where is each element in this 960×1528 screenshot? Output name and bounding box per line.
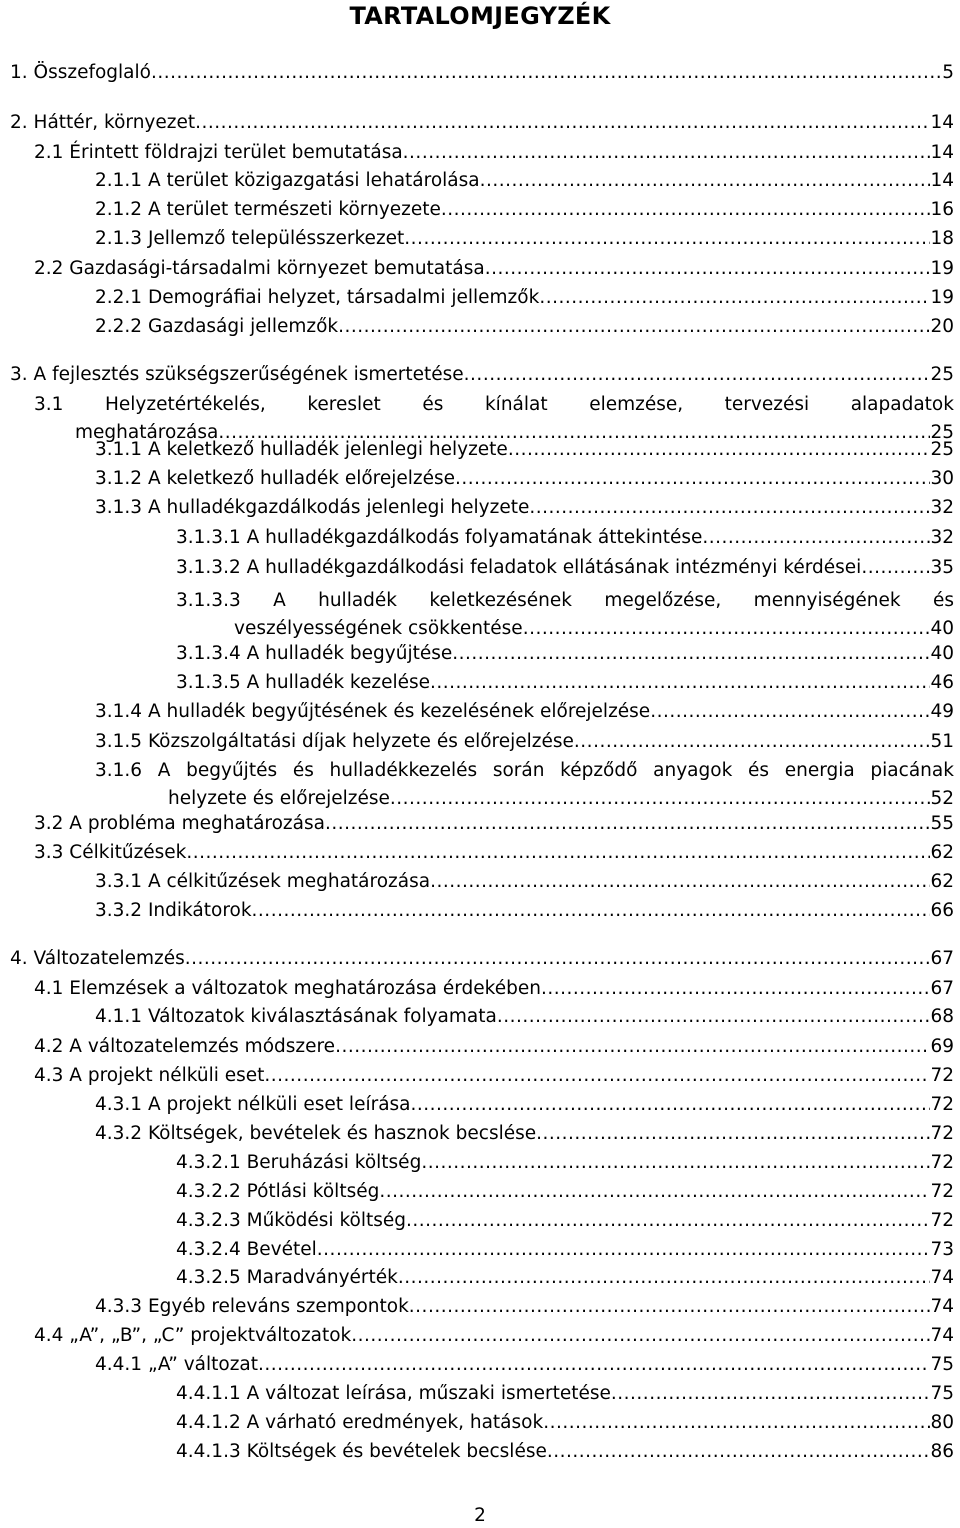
toc-entry-title: 1. Összefoglaló xyxy=(10,62,151,83)
toc-dot-leader xyxy=(536,1120,930,1148)
toc-entry-word: megelőzése, xyxy=(604,590,722,611)
toc-entry-title: 3.1.2 A keletkező hulladék előrejelzése xyxy=(95,468,456,489)
toc-dot-leader xyxy=(338,313,930,341)
toc-entry-title: 3.3.1 A célkitűzések meghatározása xyxy=(95,871,431,892)
toc-entry-title: 3.1.3.1 A hulladékgazdálkodás folyamatának áttekintése xyxy=(176,527,703,548)
toc-entry-page: 30 xyxy=(930,468,954,489)
toc-entry-title: 4.3 A projekt nélküli eset xyxy=(34,1065,265,1086)
toc-entry-title: 4. Változatelemzés xyxy=(10,948,185,969)
toc-entry-page: 18 xyxy=(930,228,954,249)
toc-dot-leader xyxy=(543,1409,930,1437)
toc-dot-leader xyxy=(398,1264,931,1292)
toc-entry-word: hulladékkezelés xyxy=(329,760,478,781)
toc-dot-leader xyxy=(508,436,931,464)
toc-entry-title: 2.1.1 A terület közigazgatási lehatárolása xyxy=(95,170,480,191)
toc-entry-title: 4.3.1 A projekt nélküli eset leírása xyxy=(95,1094,411,1115)
toc-entry-page: 62 xyxy=(930,842,954,863)
toc-entry-word: elemzése, xyxy=(589,394,684,415)
toc-entry[interactable] xyxy=(95,868,954,896)
toc-entry-page: 20 xyxy=(930,316,954,337)
toc-entry[interactable] xyxy=(95,436,954,464)
toc-dot-leader xyxy=(195,109,930,137)
toc-dot-leader xyxy=(541,975,930,1003)
toc-entry-first-line xyxy=(34,391,954,419)
toc-entry-second-line xyxy=(168,785,954,813)
toc-entry[interactable] xyxy=(95,225,954,253)
toc-entry-page: 67 xyxy=(930,978,954,999)
toc-entry-page: 5 xyxy=(942,62,954,83)
toc-entry-title: 4.3.2.5 Maradványérték xyxy=(176,1267,398,1288)
toc-entry[interactable] xyxy=(176,669,954,697)
toc-entry[interactable] xyxy=(95,728,954,756)
toc-entry-page: 67 xyxy=(930,948,954,969)
toc-entry-page: 72 xyxy=(930,1152,954,1173)
toc-entry-page: 74 xyxy=(930,1296,954,1317)
toc-dot-leader xyxy=(335,1033,930,1061)
toc-entry-page: 14 xyxy=(930,112,954,133)
toc-entry-title: 3.1.3.4 A hulladék begyűjtése xyxy=(176,643,453,664)
toc-dot-leader xyxy=(404,225,930,253)
toc-entry[interactable] xyxy=(95,1351,954,1379)
toc-entry-page: 73 xyxy=(930,1239,954,1260)
page-number: 2 xyxy=(474,1505,486,1526)
toc-entry-title: 4.4.1.1 A változat leírása, műszaki ismertetése xyxy=(176,1383,611,1404)
toc-entry[interactable] xyxy=(10,59,954,87)
toc-entry[interactable] xyxy=(34,1062,954,1090)
toc-entry-word: hulladék xyxy=(318,590,398,611)
toc-dot-leader xyxy=(351,1322,930,1350)
toc-dot-leader xyxy=(455,465,930,493)
toc-entry-page: 72 xyxy=(930,1181,954,1202)
toc-entry-word: és xyxy=(932,590,954,611)
toc-dot-leader xyxy=(547,1438,931,1466)
toc-entry-title: 4.4.1.3 Költségek és bevételek becslése xyxy=(176,1441,547,1462)
toc-entry[interactable] xyxy=(176,587,954,643)
toc-dot-leader xyxy=(430,868,930,896)
toc-entry[interactable] xyxy=(34,839,954,867)
toc-dot-leader xyxy=(452,640,930,668)
toc-entry[interactable] xyxy=(95,757,954,813)
toc-dot-leader xyxy=(611,1380,931,1408)
toc-entry-title: 4.3.2 Költségek, bevételek és hasznok becslése xyxy=(95,1123,537,1144)
toc-dot-leader xyxy=(409,1293,931,1321)
toc-entry-title: 2.1 Érintett földrajzi terület bemutatása xyxy=(34,142,403,163)
toc-dot-leader xyxy=(574,728,931,756)
toc-entry-word: energia xyxy=(784,760,855,781)
toc-entry-page: 14 xyxy=(930,142,954,163)
toc-entry[interactable] xyxy=(34,1322,954,1350)
toc-dot-leader xyxy=(186,839,930,867)
toc-entry-page: 52 xyxy=(930,788,954,809)
toc-entry[interactable] xyxy=(95,698,954,726)
toc-entry-word: A xyxy=(273,590,286,611)
toc-dot-leader xyxy=(702,524,930,552)
toc-entry[interactable] xyxy=(176,1207,954,1235)
toc-entry[interactable] xyxy=(95,196,954,224)
toc-entry[interactable] xyxy=(34,139,954,167)
toc-dot-leader xyxy=(497,1003,931,1031)
toc-entry-first-line xyxy=(95,757,954,785)
toc-entry-page: 72 xyxy=(930,1123,954,1144)
toc-entry-title: 2.1.2 A terület természeti környezete xyxy=(95,199,441,220)
toc-entry[interactable] xyxy=(176,554,954,582)
toc-dot-leader xyxy=(403,139,931,167)
toc-entry-page: 72 xyxy=(930,1094,954,1115)
toc-entry-page: 69 xyxy=(930,1036,954,1057)
toc-dot-leader xyxy=(317,1236,931,1264)
toc-entry-page: 72 xyxy=(930,1065,954,1086)
toc-entry[interactable] xyxy=(34,975,954,1003)
toc-entry[interactable] xyxy=(95,465,954,493)
toc-entry-title: 4.3.2.1 Beruházási költség xyxy=(176,1152,422,1173)
toc-entry-page: 55 xyxy=(930,813,954,834)
toc-entry-title: 3.1.5 Közszolgáltatási díjak helyzete és előrejelzése xyxy=(95,731,574,752)
toc-dot-leader xyxy=(480,167,931,195)
toc-entry[interactable] xyxy=(10,109,954,137)
toc-entry-word: és xyxy=(747,760,770,781)
toc-entry-page: 32 xyxy=(930,497,954,518)
toc-entry[interactable] xyxy=(176,1236,954,1264)
toc-entry[interactable] xyxy=(176,1178,954,1206)
toc-entry-page: 68 xyxy=(930,1006,954,1027)
toc-entry-word: kereslet xyxy=(307,394,381,415)
toc-entry-page: 66 xyxy=(930,900,954,921)
toc-dot-leader xyxy=(379,1178,930,1206)
toc-entry-page: 86 xyxy=(930,1441,954,1462)
toc-entry[interactable] xyxy=(95,167,954,195)
toc-entry-title: 3.3.2 Indikátorok xyxy=(95,900,252,921)
toc-entry-second-line xyxy=(234,615,954,643)
toc-entry-page: 51 xyxy=(930,731,954,752)
toc-dot-leader xyxy=(539,284,930,312)
toc-entry[interactable] xyxy=(176,1149,954,1177)
toc-entry-page: 32 xyxy=(930,527,954,548)
toc-entry-page: 46 xyxy=(930,672,954,693)
toc-entry-title: 4.3.2.2 Pótlási költség xyxy=(176,1181,380,1202)
toc-entry-word: mennyiségének xyxy=(753,590,901,611)
toc-entry[interactable] xyxy=(34,810,954,838)
toc-dot-leader xyxy=(406,1207,930,1235)
toc-dot-leader xyxy=(411,1091,931,1119)
page-title: TARTALOMJEGYZÉK xyxy=(349,2,611,30)
toc-entry-title: 3.2 A probléma meghatározása xyxy=(34,813,325,834)
toc-entry-title: 4.1.1 Változatok kiválasztásának folyamata xyxy=(95,1006,497,1027)
toc-entry[interactable] xyxy=(10,945,954,973)
toc-entry-title: 2.1.3 Jellemző településszerkezet xyxy=(95,228,405,249)
toc-entry[interactable] xyxy=(34,1033,954,1061)
toc-dot-leader xyxy=(464,361,931,389)
toc-entry[interactable] xyxy=(95,1293,954,1321)
toc-entry-first-line xyxy=(176,587,954,615)
toc-dot-leader xyxy=(430,669,930,697)
toc-entry[interactable] xyxy=(176,1409,954,1437)
toc-entry[interactable] xyxy=(95,494,954,522)
toc-entry-title: 3. A fejlesztés szükségszerűségének ismertetése xyxy=(10,364,464,385)
toc-entry-page: 14 xyxy=(930,170,954,191)
toc-entry-title: 3.1.1 A keletkező hulladék jelenlegi helyzete xyxy=(95,439,508,460)
toc-entry[interactable] xyxy=(95,897,954,925)
toc-entry-page: 74 xyxy=(930,1325,954,1346)
toc-dot-leader xyxy=(485,255,931,283)
toc-entry-title: 3.1.4 A hulladék begyűjtésének és kezelésének előrejelzése xyxy=(95,701,651,722)
toc-dot-leader xyxy=(325,810,931,838)
toc-entry[interactable] xyxy=(10,361,954,389)
toc-entry-title: 4.3.2.3 Működési költség xyxy=(176,1210,406,1231)
toc-entry-word: begyűjtés xyxy=(186,760,278,781)
toc-dot-leader xyxy=(264,1062,930,1090)
toc-entry-title: helyzete és előrejelzése xyxy=(168,788,390,809)
toc-entry[interactable] xyxy=(95,1120,954,1148)
toc-entry-title: 4.1 Elemzések a változatok meghatározása érdekében xyxy=(34,978,541,999)
toc-entry-title: 4.4.1.2 A várható eredmények, hatások xyxy=(176,1412,544,1433)
toc-entry-page: 40 xyxy=(930,643,954,664)
toc-entry[interactable] xyxy=(176,524,954,552)
toc-entry-page: 49 xyxy=(930,701,954,722)
toc-entry-page: 35 xyxy=(930,557,954,578)
toc-entry-title: 3.1.3.5 A hulladék kezelése xyxy=(176,672,430,693)
toc-entry[interactable] xyxy=(176,1438,954,1466)
toc-entry-page: 72 xyxy=(930,1210,954,1231)
toc-entry-page: 19 xyxy=(930,258,954,279)
toc-entry-word: kínálat xyxy=(484,394,548,415)
toc-entry-title: 4.4.1 „A” változat xyxy=(95,1354,259,1375)
toc-entry-page: 25 xyxy=(930,422,954,443)
toc-entry-word: és xyxy=(292,760,314,781)
toc-dot-leader xyxy=(523,615,931,643)
toc-entry[interactable] xyxy=(95,284,954,312)
toc-dot-leader xyxy=(258,1351,930,1379)
toc-entry-page: 75 xyxy=(930,1354,954,1375)
toc-dot-leader xyxy=(421,1149,930,1177)
toc-entry[interactable] xyxy=(176,1264,954,1292)
toc-dot-leader xyxy=(252,897,931,925)
toc-entry[interactable] xyxy=(95,313,954,341)
toc-entry[interactable] xyxy=(95,1091,954,1119)
toc-entry-page: 80 xyxy=(930,1412,954,1433)
toc-entry-word: 3.1 xyxy=(34,394,64,415)
toc-entry-title: veszélyességének csökkentése xyxy=(234,618,523,639)
toc-entry-word: alapadatok xyxy=(850,394,954,415)
toc-entry-title: 2.2.2 Gazdasági jellemzők xyxy=(95,316,339,337)
toc-entry-page: 19 xyxy=(930,287,954,308)
toc-entry-title: 2. Háttér, környezet xyxy=(10,112,196,133)
toc-entry-title: meghatározása xyxy=(75,422,219,443)
toc-entry-title: 4.3.3 Egyéb releváns szempontok xyxy=(95,1296,409,1317)
toc-entry-page: 75 xyxy=(930,1383,954,1404)
toc-entry-title: 3.1.3.2 A hulladékgazdálkodási feladatok ellátásának intézményi kérdései xyxy=(176,557,862,578)
toc-entry-page: 74 xyxy=(930,1267,954,1288)
toc-entry[interactable] xyxy=(34,255,954,283)
toc-dot-leader xyxy=(151,59,942,87)
toc-entry-word: keletkezésének xyxy=(429,590,572,611)
toc-entry-title: 3.3 Célkitűzések xyxy=(34,842,187,863)
toc-entry-page: 62 xyxy=(930,871,954,892)
toc-entry-word: tervezési xyxy=(724,394,810,415)
toc-entry-title: 3.1.3 A hulladékgazdálkodás jelenlegi helyzete xyxy=(95,497,530,518)
toc-entry-word: és xyxy=(422,394,444,415)
toc-entry-word: A xyxy=(157,760,171,781)
toc-entry-word: 3.1.3.3 xyxy=(176,590,241,611)
toc-entry-title: 2.2 Gazdasági-társadalmi környezet bemutatása xyxy=(34,258,485,279)
toc-entry-title: 4.2 A változatelemzés módszere xyxy=(34,1036,336,1057)
toc-entry-page: 25 xyxy=(930,439,954,460)
toc-entry-page: 25 xyxy=(930,364,954,385)
toc-dot-leader xyxy=(441,196,931,224)
toc-entry-title: 4.4 „A”, „B”, „C” projektváltozatok xyxy=(34,1325,352,1346)
toc-entry[interactable] xyxy=(176,640,954,668)
toc-entry[interactable] xyxy=(176,1380,954,1408)
toc-entry-page: 16 xyxy=(930,199,954,220)
toc-entry-page: 40 xyxy=(930,618,954,639)
toc-entry-title: 2.2.1 Demográfiai helyzet, társadalmi jellemzők xyxy=(95,287,540,308)
toc-dot-leader xyxy=(529,494,930,522)
toc-dot-leader xyxy=(650,698,930,726)
toc-dot-leader xyxy=(185,945,931,973)
toc-entry[interactable] xyxy=(95,1003,954,1031)
toc-dot-leader xyxy=(861,554,930,582)
toc-entry-word: képződő xyxy=(560,760,638,781)
toc-entry-word: 3.1.6 xyxy=(95,760,143,781)
toc-entry-title: 4.3.2.4 Bevétel xyxy=(176,1239,317,1260)
toc-dot-leader xyxy=(390,785,931,813)
toc-entry-word: anyagok xyxy=(653,760,733,781)
toc-entry-word: során xyxy=(492,760,545,781)
toc-entry-word: Helyzetértékelés, xyxy=(104,394,266,415)
toc-entry-word: piacának xyxy=(870,760,954,781)
